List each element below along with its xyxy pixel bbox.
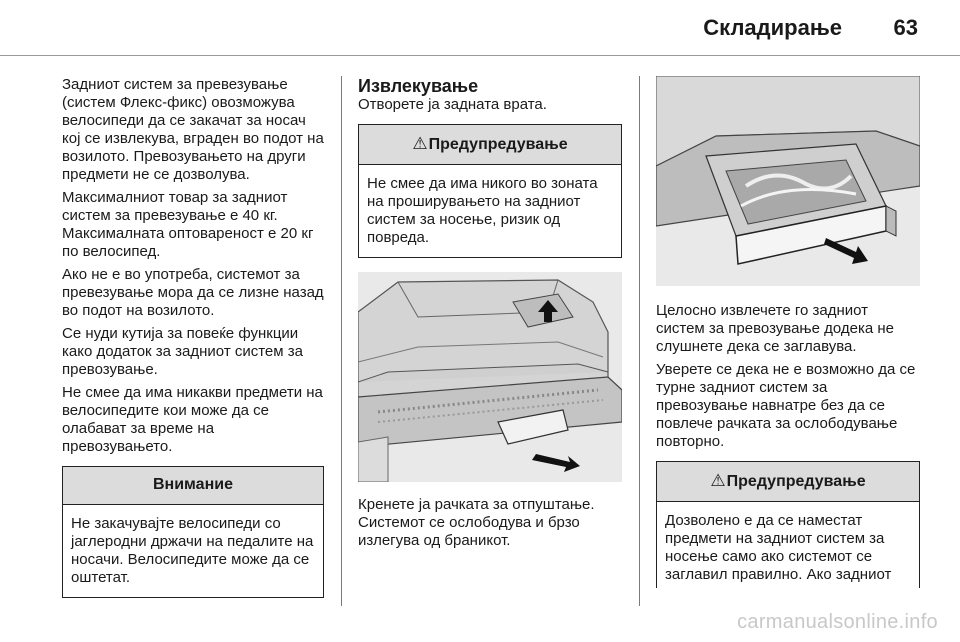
column-right (656, 76, 920, 588)
paragraph: Максималниот товар за задниот систем за превезување е 40 кг. Максималната оптовареност е 20 кг по велосипед. (62, 189, 314, 260)
trunk-release-drawing (358, 272, 622, 482)
warning-title: Предупредување (726, 473, 866, 490)
trunk-release-illustration (358, 272, 622, 482)
watermark: carmanualsonline.info (737, 611, 938, 633)
warning-box (656, 461, 920, 588)
carrier-extended-drawing (656, 76, 920, 286)
column-divider (341, 76, 342, 606)
paragraph: Целосно извлечете го задниот систем за превозување додека не слушнете дека се заглавува. (656, 302, 895, 355)
column-middle (358, 76, 622, 555)
warning-triangle-icon: ⚠ (412, 134, 428, 153)
caution-title: Внимание (63, 467, 323, 505)
caution-text: Не закачувајте велосипеди со јаглеродни држачи на педалите на носачи. Велосипедите може да се оштетат. (71, 515, 314, 586)
page-number: 63 (893, 15, 918, 40)
paragraph: Се нуди кутија за повеќе функции како додаток за задниот систем за превозување. (62, 325, 303, 378)
section-heading: Извлекување (358, 76, 479, 96)
warning-text: Не смее да има никого во зоната на проширувањето на задниот систем за носење, ризик од повреда. (367, 175, 598, 246)
warning-header (657, 462, 919, 502)
page-header (0, 0, 960, 58)
section-title: Складирање (703, 15, 842, 40)
warning-text: Дозволено е да се наместат предмети на задниот систем за носење само ако системот се заглавил правилно. Ако задниот (665, 512, 892, 583)
warning-box (358, 124, 622, 258)
paragraph: Уверете се дека не е возможно да се турне задниот систем за превозување навнатре без да се повлече рачката за ослободување повторно. (656, 361, 916, 450)
column-left (62, 76, 324, 598)
caution-box (62, 466, 324, 598)
paragraph: Ако не е во употреба, системот за превезување мора да се лизне назад во подот на возилото. (62, 266, 324, 319)
header-divider (0, 55, 960, 56)
paragraph: Отворете ја задната врата. (358, 96, 547, 113)
warning-header (359, 125, 621, 165)
warning-title: Предупредување (428, 136, 568, 153)
warning-triangle-icon: ⚠ (710, 471, 726, 490)
paragraph: Не смее да има никакви предмети на велосипедите кои може да се олабават за време на превозувањето. (62, 384, 323, 455)
column-divider (639, 76, 640, 606)
paragraph: Задниот систем за превезување (систем Флекс-фикс) овозможува велосипеди да се закачат за носач кој се извлекува, вграден во подот на возилото. Превозувањето на други предмети не се дозволува. (62, 76, 324, 183)
carrier-extended-illustration (656, 76, 920, 286)
figure-caption: Кренете ја рачката за отпуштање. Системот се ослободува и брзо излегува од браникот. (358, 496, 595, 549)
